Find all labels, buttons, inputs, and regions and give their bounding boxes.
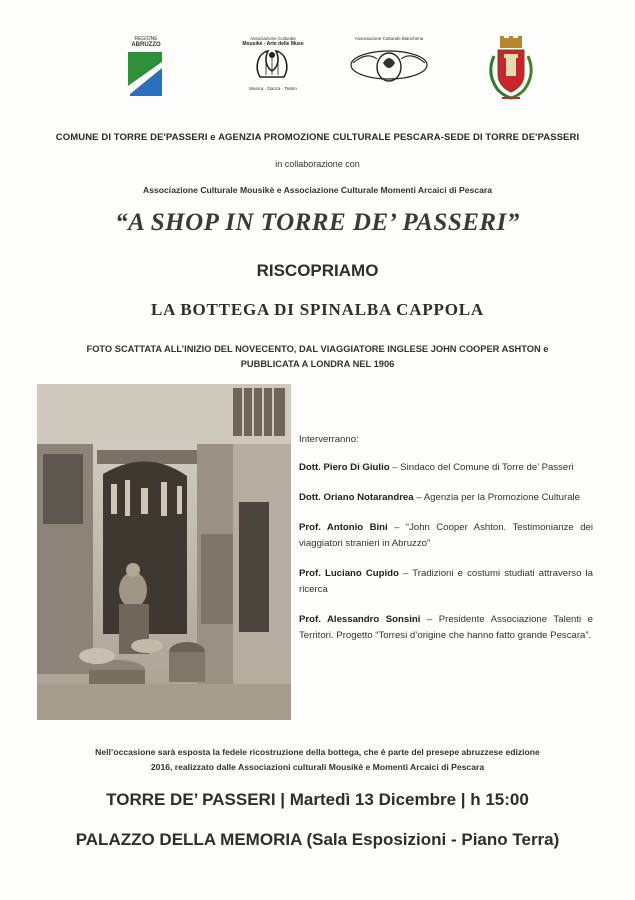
event-date-line: TORRE DE’ PASSERI | Martedì 13 Dicembre | h 15:00: [106, 790, 529, 809]
speaker-name: Dott. Oriano Notarandrea: [299, 492, 414, 503]
momenti-top-text: Associazione Culturale Biancheria: [354, 36, 424, 41]
mousike-top-text: Associazione Culturale: [250, 36, 296, 41]
speaker-role: – Tradizioni e costumi studiati attraverso la ricerca: [299, 568, 594, 595]
exhibition-note-line-2: 2016, realizzato dalle Associazioni culturali Mousikè e Momenti Arcaici di Pescara: [150, 762, 485, 772]
speaker-item: [299, 490, 593, 506]
event-venue-line: PALAZZO DELLA MEMORIA (Sala Esposizioni - Piano Terra): [75, 830, 560, 849]
coat-of-arms-icon: [484, 36, 538, 106]
exhibition-note: [70, 745, 565, 775]
logo-bar: [0, 36, 635, 106]
speakers-intro: Interverranno:: [299, 434, 359, 445]
photo-caption-line-2: PUBBLICATA A LONDRA NEL 1906: [240, 359, 395, 369]
momenti-emblem-icon: [347, 41, 431, 89]
abruzzo-label: ABRUZZO: [131, 42, 161, 48]
speaker-item: [299, 612, 593, 644]
regione-label: REGIONE: [134, 36, 158, 42]
speaker-item: [299, 520, 593, 552]
abruzzo-flag-icon: [124, 50, 164, 98]
mousike-name: Mousikè - Arte delle Muse: [242, 41, 304, 47]
photo-caption: [60, 342, 575, 372]
speaker-role: – Presidente Associazione Talenti e Territori. Progetto “Torresi d’origine che hanno fatto grande Pescara”.: [299, 614, 593, 641]
mousike-logo: [237, 36, 309, 91]
speaker-role: – “John Cooper Ashton. Testimonianze dei viaggiatori stranieri in Abruzzo”: [299, 522, 593, 549]
organizer-line: COMUNE DI TORRE DE'PASSERI e AGENZIA PROMOZIONE CULTURALE PESCARA-SEDE DI TORRE DE'PASSERI: [55, 132, 580, 143]
shop-photo-image: [37, 384, 291, 720]
speaker-role: – Sindaco del Comune di Torre de’ Passeri: [389, 462, 574, 473]
comune-coat-of-arms: [484, 36, 540, 111]
lyre-muse-icon: [250, 47, 296, 81]
speakers-list: [299, 432, 593, 658]
speaker-item: [299, 566, 593, 598]
regione-abruzzo-logo: [124, 36, 168, 98]
associations-line: Associazione Culturale Mousikè e Associazione Culturale Momenti Arcaici di Pescara: [143, 185, 492, 195]
speaker-name: Prof. Antonio Bini: [299, 522, 388, 533]
speaker-name: Prof. Luciano Cupido: [299, 568, 399, 579]
event-title: “A SHOP IN TORRE DE’ PASSERI”: [115, 209, 520, 236]
photo-caption-line-1: FOTO SCATTATA ALL’INIZIO DEL NOVECENTO, DAL VIAGGIATORE INGLESE JOHN COOPER ASHTON e: [86, 344, 549, 354]
momenti-arcaici-logo: [347, 36, 431, 94]
historic-shop-photo: [37, 384, 291, 720]
subtitle-riscopriamo: RISCOPRIAMO: [256, 261, 379, 280]
exhibition-note-line-1: Nell’occasione sarà esposta la fedele ricostruzione della bottega, che è parte del presepe abruzzese edizione: [95, 747, 540, 757]
subtitle-bottega: LA BOTTEGA DI SPINALBA CAPPOLA: [151, 300, 484, 319]
speaker-role: – Agenzia per la Promozione Culturale: [413, 492, 580, 503]
mousike-bottom-text: Musica · Danza · Teatro: [249, 86, 297, 91]
speaker-name: Dott. Piero Di Giulio: [299, 462, 390, 473]
speaker-item: [299, 460, 593, 476]
speaker-name: Prof. Alessandro Sonsini: [299, 614, 421, 625]
collaboration-line: in collaborazione con: [275, 159, 360, 169]
